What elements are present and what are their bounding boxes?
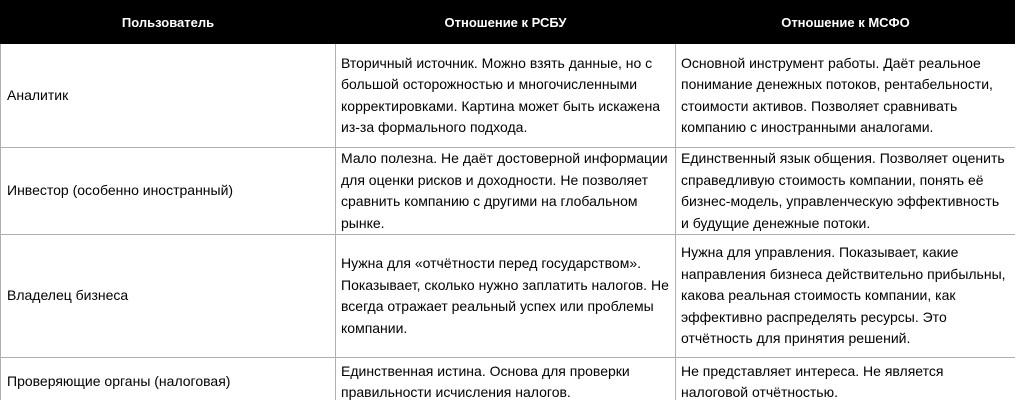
table-row [1, 235, 1015, 358]
user-cell: Проверяющие органы (налоговая) [1, 358, 336, 400]
table-row [1, 44, 1015, 148]
rsbu-text: Мало полезна. Не даёт достоверной информации для оценки рисков и доходности. Не позволяет сравнить компанию с другими на глобальном рынке. [341, 150, 668, 231]
msfo-text: Нужна для управления. Показывает, какие направления бизнеса действительно прибыльны, какова реальная стоимость компании, как эффективно распределять ресурсы. Это отчётность для принятия решений. [681, 244, 1006, 347]
user-cell: Владелец бизнеса [1, 235, 336, 358]
msfo-cell [676, 358, 1015, 400]
user-cell: Инвестор (особенно иностранный) [1, 148, 336, 235]
rsbu-cell [336, 148, 676, 235]
table-row [1, 148, 1015, 235]
header-msfo: Отношение к МСФО [676, 1, 1015, 44]
rsbu-cell [336, 44, 676, 148]
msfo-text: Единственный язык общения. Позволяет оценить справедливую стоимость компании, понять её бизнес-модель, управленческую эффективность и будущие денежные потоки. [681, 150, 1005, 231]
msfo-cell [676, 235, 1015, 358]
header-rsbu: Отношение к РСБУ [336, 1, 676, 44]
rsbu-text: Нужна для «отчётности перед государством». Показывает, сколько нужно заплатить налогов. Не всегда отражает реальный успех или проблемы компании. [341, 255, 669, 336]
msfo-text: Не представляет интереса. Не является налоговой отчётностью. [681, 362, 944, 400]
rsbu-cell [336, 358, 676, 400]
rsbu-text: Единственная истина. Основа для проверки правильности исчисления налогов. [341, 362, 630, 400]
msfo-text: Основной инструмент работы. Даёт реальное понимание денежных потоков, рентабельности, стоимости активов. Позволяет сравнивать компанию с иностранными аналогами. [681, 54, 993, 135]
rsbu-cell [336, 235, 676, 358]
rsbu-text: Вторичный источник. Можно взять данные, но с большой осторожностью и многочисленными корректировками. Картина может быть искажена из-за формального подхода. [341, 54, 661, 135]
table-row [1, 358, 1015, 400]
msfo-cell [676, 44, 1015, 148]
header-row [1, 1, 1015, 44]
user-cell: Аналитик [1, 44, 336, 148]
msfo-cell [676, 148, 1015, 235]
header-user: Пользователь [1, 1, 336, 44]
